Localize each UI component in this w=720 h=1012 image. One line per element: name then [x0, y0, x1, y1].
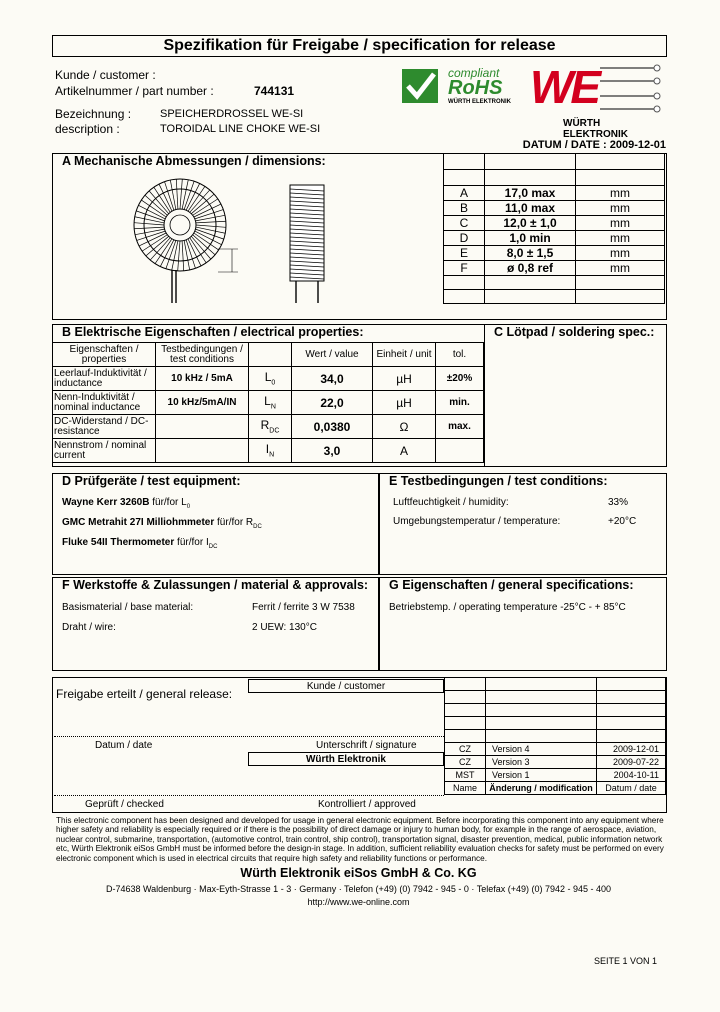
- winding-turn: [136, 211, 164, 221]
- section-e-title: E Testbedingungen / test conditions:: [389, 474, 608, 488]
- dim-letter: D: [444, 231, 485, 246]
- winding-turn: [196, 225, 226, 227]
- dim-letter: E: [444, 246, 485, 261]
- history-name: CZ: [445, 756, 486, 769]
- col-unit: Einheit / unit: [373, 343, 436, 367]
- dim-unit: mm: [576, 246, 665, 261]
- winding-turn: [135, 229, 165, 235]
- equipment-name: GMC Metrahit 27I Milliohmmeter: [62, 517, 215, 528]
- symbol-sub: N: [269, 451, 275, 459]
- symbol: L: [264, 394, 271, 409]
- equipment-sub: 0: [186, 504, 191, 510]
- winding-turn: [196, 227, 225, 233]
- symbol-cell: [249, 439, 292, 463]
- cond-cell: 10 kHz / 5mA: [156, 367, 249, 391]
- dimension-table: [443, 153, 665, 304]
- rohs-logo: [400, 66, 525, 106]
- dim-row: [444, 246, 665, 261]
- condition-value: 33%: [608, 497, 629, 508]
- prop-cell: Nenn-Induktivität / nominal inductance: [53, 391, 156, 415]
- unit-cell: A: [373, 439, 436, 463]
- symbol-cell: [249, 391, 292, 415]
- tol-cell: max.: [436, 415, 484, 439]
- history-row: [445, 769, 666, 782]
- history-row: [445, 743, 666, 756]
- history-table: [444, 677, 666, 795]
- prop-cell: Nennstrom / nominal current: [53, 439, 156, 463]
- rohs-compliant: compliant: [448, 66, 500, 80]
- history-change: Version 1: [486, 769, 597, 782]
- section-g-title: G Eigenschaften / general specifications:: [389, 578, 634, 592]
- section-d-title: D Prüfgeräte / test equipment:: [62, 474, 241, 488]
- toroid-drawing: [120, 165, 420, 315]
- dim-letter: C: [444, 216, 485, 231]
- section-b-title: B Elektrische Eigenschaften / electrical properties:: [62, 325, 364, 339]
- history-date: 2009-07-22: [597, 756, 666, 769]
- part-number: 744131: [254, 84, 295, 98]
- condition-label: Luftfeuchtigkeit / humidity:: [393, 497, 509, 508]
- toroid-front-view: [134, 179, 238, 303]
- equipment-item: [62, 537, 217, 550]
- wuerth-box-title: Würth Elektronik: [249, 753, 444, 766]
- company-url: http://www.we-online.com: [307, 897, 410, 907]
- winding-turn: [176, 179, 178, 209]
- dim-unit: mm: [576, 261, 665, 276]
- dim-letter: B: [444, 201, 485, 216]
- cond-cell: [156, 439, 249, 463]
- winding-turn: [195, 215, 225, 221]
- disclaimer: This electronic component has been designed and developed for usage in general electronic equipment. Before incorporating this component into any equipment where higher safety and reliability is especially required or if there is the possibility of direct damage or injury to human body, for example in the range of aerospace, aviation, nuclear control, submarine, transportation, (automotive control, train control, ship control), transportation signal, disaster prevention, medical, public information network etc, Würth Elektronik eiSos GmbH must be informed before the design-in stage. In addition, sufficient reliability evaluation checks for safety must be performed on every electronic component which is used in electrical circuits that require high safety and reliability functions or performance.: [56, 816, 664, 863]
- history-name: MST: [445, 769, 486, 782]
- winding-turn: [182, 180, 188, 209]
- we-letters: WE: [530, 61, 599, 113]
- condition-value: +20°C: [608, 516, 637, 527]
- history-date: 2009-12-01: [597, 743, 666, 756]
- page-number: SEITE 1 VON 1: [593, 956, 657, 966]
- dim-unit: mm: [576, 186, 665, 201]
- description-value: TOROIDAL LINE CHOKE WE-SI: [160, 123, 321, 135]
- dim-unit: mm: [576, 216, 665, 231]
- symbol-sub: N: [270, 403, 276, 411]
- electrical-table: [52, 342, 484, 463]
- company-name: Würth Elektronik eiSos GmbH & Co. KG: [240, 866, 477, 880]
- rohs-sub: WÜRTH ELEKTRONIK: [448, 99, 511, 105]
- cond-cell: 10 kHz/5mA/IN: [156, 391, 249, 415]
- winding-turn: [134, 227, 164, 229]
- checked-line: [54, 795, 444, 796]
- winding-turn: [196, 221, 226, 223]
- equipment-item: [62, 517, 262, 530]
- dim-value: 17,0 max: [485, 186, 576, 201]
- winding-turn: [178, 241, 180, 271]
- history-name: CZ: [445, 743, 486, 756]
- title-bar: [52, 35, 667, 57]
- page-title: Spezifikation für Freigabe / specification for release: [163, 37, 556, 54]
- electrical-row: [53, 391, 484, 415]
- customer-label: Kunde / customer :: [55, 68, 156, 82]
- winding-turn: [134, 223, 164, 225]
- symbol-cell: [249, 415, 292, 439]
- electrical-header-row: [53, 343, 484, 367]
- condition-label: Umgebungstemperatur / temperature:: [393, 516, 561, 527]
- symbol: R: [260, 418, 270, 433]
- equipment-sub: DC: [208, 544, 218, 550]
- material-value: 2 UEW: 130°C: [252, 622, 317, 633]
- value-cell: 0,0380: [292, 415, 373, 439]
- winding-turn: [172, 241, 178, 270]
- dim-unit: mm: [576, 231, 665, 246]
- history-change: Version 4: [486, 743, 597, 756]
- tol-cell: min.: [436, 391, 484, 415]
- col-properties: Eigenschaften / properties: [53, 343, 156, 367]
- value-cell: 34,0: [292, 367, 373, 391]
- electrical-row: [53, 415, 484, 439]
- toroid-side-view: [290, 185, 324, 303]
- section-c: [484, 324, 667, 467]
- dim-letter: A: [444, 186, 485, 201]
- material-value: Ferrit / ferrite 3 W 7538: [252, 602, 355, 613]
- history-header-row: [445, 782, 666, 795]
- dim-value: 1,0 min: [485, 231, 576, 246]
- we-logo: [530, 61, 665, 140]
- release-date-line: [54, 736, 444, 737]
- history-change: Version 3: [486, 756, 597, 769]
- unit-cell: µH: [373, 391, 436, 415]
- symbol-cell: [249, 367, 292, 391]
- col-conditions: Testbedingungen / test conditions: [156, 343, 249, 367]
- dim-row: [444, 231, 665, 246]
- dim-value: 8,0 ± 1,5: [485, 246, 576, 261]
- dim-row: [444, 216, 665, 231]
- company-address: D-74638 Waldenburg · Max-Eyth-Strasse 1 - 3 · Germany · Telefon (+49) (0) 7942 - 945 - 0 · Telefax (+49) (0) 7942 - 945 - 400: [105, 884, 612, 894]
- part-number-label: Artikelnummer / part number :: [55, 84, 214, 98]
- section-a-title: A Mechanische Abmessungen / dimensions:: [62, 154, 326, 168]
- approved-label: Kontrolliert / approved: [318, 799, 416, 810]
- unit-cell: Ω: [373, 415, 436, 439]
- release-signature-label: Unterschrift / signature: [316, 740, 417, 751]
- winding-turn: [135, 217, 164, 223]
- description-label: description :: [55, 122, 120, 136]
- designation-label: Bezeichnung :: [55, 107, 132, 121]
- winding-turn: [170, 180, 176, 210]
- electrical-row: [53, 367, 484, 391]
- rohs-check-icon: [400, 67, 442, 105]
- winding-turn: [195, 229, 223, 239]
- release-date-label: Datum / date: [95, 740, 153, 751]
- winding-turn: [184, 181, 194, 209]
- dim-value: ø 0,8 ref: [485, 261, 576, 276]
- equipment-rest: für/for R: [217, 517, 254, 528]
- history-date: 2004-10-11: [597, 769, 666, 782]
- value-cell: 22,0: [292, 391, 373, 415]
- release-label: Freigabe erteilt / general release:: [56, 687, 233, 701]
- symbol: L: [264, 370, 272, 385]
- customer-box-title: Kunde / customer: [249, 680, 444, 693]
- tol-cell: [436, 439, 484, 463]
- customer-box: [248, 679, 444, 693]
- winding-turn: [180, 179, 182, 209]
- history-row: [445, 756, 666, 769]
- history-head-date: Datum / date: [597, 782, 666, 795]
- value-cell: 3,0: [292, 439, 373, 463]
- dim-letter: F: [444, 261, 485, 276]
- section-c-title: C Lötpad / soldering spec.:: [494, 325, 655, 339]
- tol-cell: ±20%: [436, 367, 484, 391]
- rohs-text: RoHS: [448, 77, 503, 99]
- material-label: Draht / wire:: [62, 622, 116, 633]
- equipment-name: Fluke 54II Thermometer: [62, 537, 175, 548]
- unit-cell: µH: [373, 367, 436, 391]
- equipment-item: [62, 497, 190, 510]
- symbol-sub: 0: [271, 379, 276, 387]
- symbol-sub: DC: [269, 427, 280, 435]
- equipment-name: Wayne Kerr 3260B: [62, 497, 150, 508]
- symbol: I: [265, 442, 270, 457]
- history-head-change: Änderung / modification: [486, 782, 597, 795]
- dim-row: [444, 186, 665, 201]
- col-value: Wert / value: [292, 343, 373, 367]
- dim-unit: mm: [576, 201, 665, 216]
- we-brand: WÜRTH ELEKTRONIK: [563, 118, 628, 140]
- general-spec-text: Betriebstemp. / operating temperature -25°C - + 85°C: [389, 602, 626, 613]
- dim-row: [444, 201, 665, 216]
- history-head-name: Name: [445, 782, 486, 795]
- winding-turn: [184, 240, 190, 270]
- cond-cell: [156, 415, 249, 439]
- prop-cell: DC-Widerstand / DC-resistance: [53, 415, 156, 439]
- date-label: DATUM / DATE : 2009-12-01: [522, 139, 666, 151]
- prop-cell: Leerlauf-Induktivität / inductance: [53, 367, 156, 391]
- winding-turn: [166, 240, 176, 268]
- winding-turn: [182, 241, 184, 271]
- equipment-sub: DC: [253, 524, 262, 530]
- designation-value: SPEICHERDROSSEL WE-SI: [160, 108, 304, 120]
- checked-label: Geprüft / checked: [85, 799, 164, 810]
- material-label: Basismaterial / base material:: [62, 602, 194, 613]
- electrical-row: [53, 439, 484, 463]
- col-tol: tol.: [436, 343, 484, 367]
- dim-row: [444, 261, 665, 276]
- section-f-title: F Werkstoffe & Zulassungen / material & approvals:: [62, 578, 369, 592]
- dim-value: 11,0 max: [485, 201, 576, 216]
- equipment-rest: für/for I: [177, 537, 209, 548]
- dim-value: 12,0 ± 1,0: [485, 216, 576, 231]
- equipment-rest: für/for L: [152, 497, 187, 508]
- wuerth-box: [248, 752, 444, 766]
